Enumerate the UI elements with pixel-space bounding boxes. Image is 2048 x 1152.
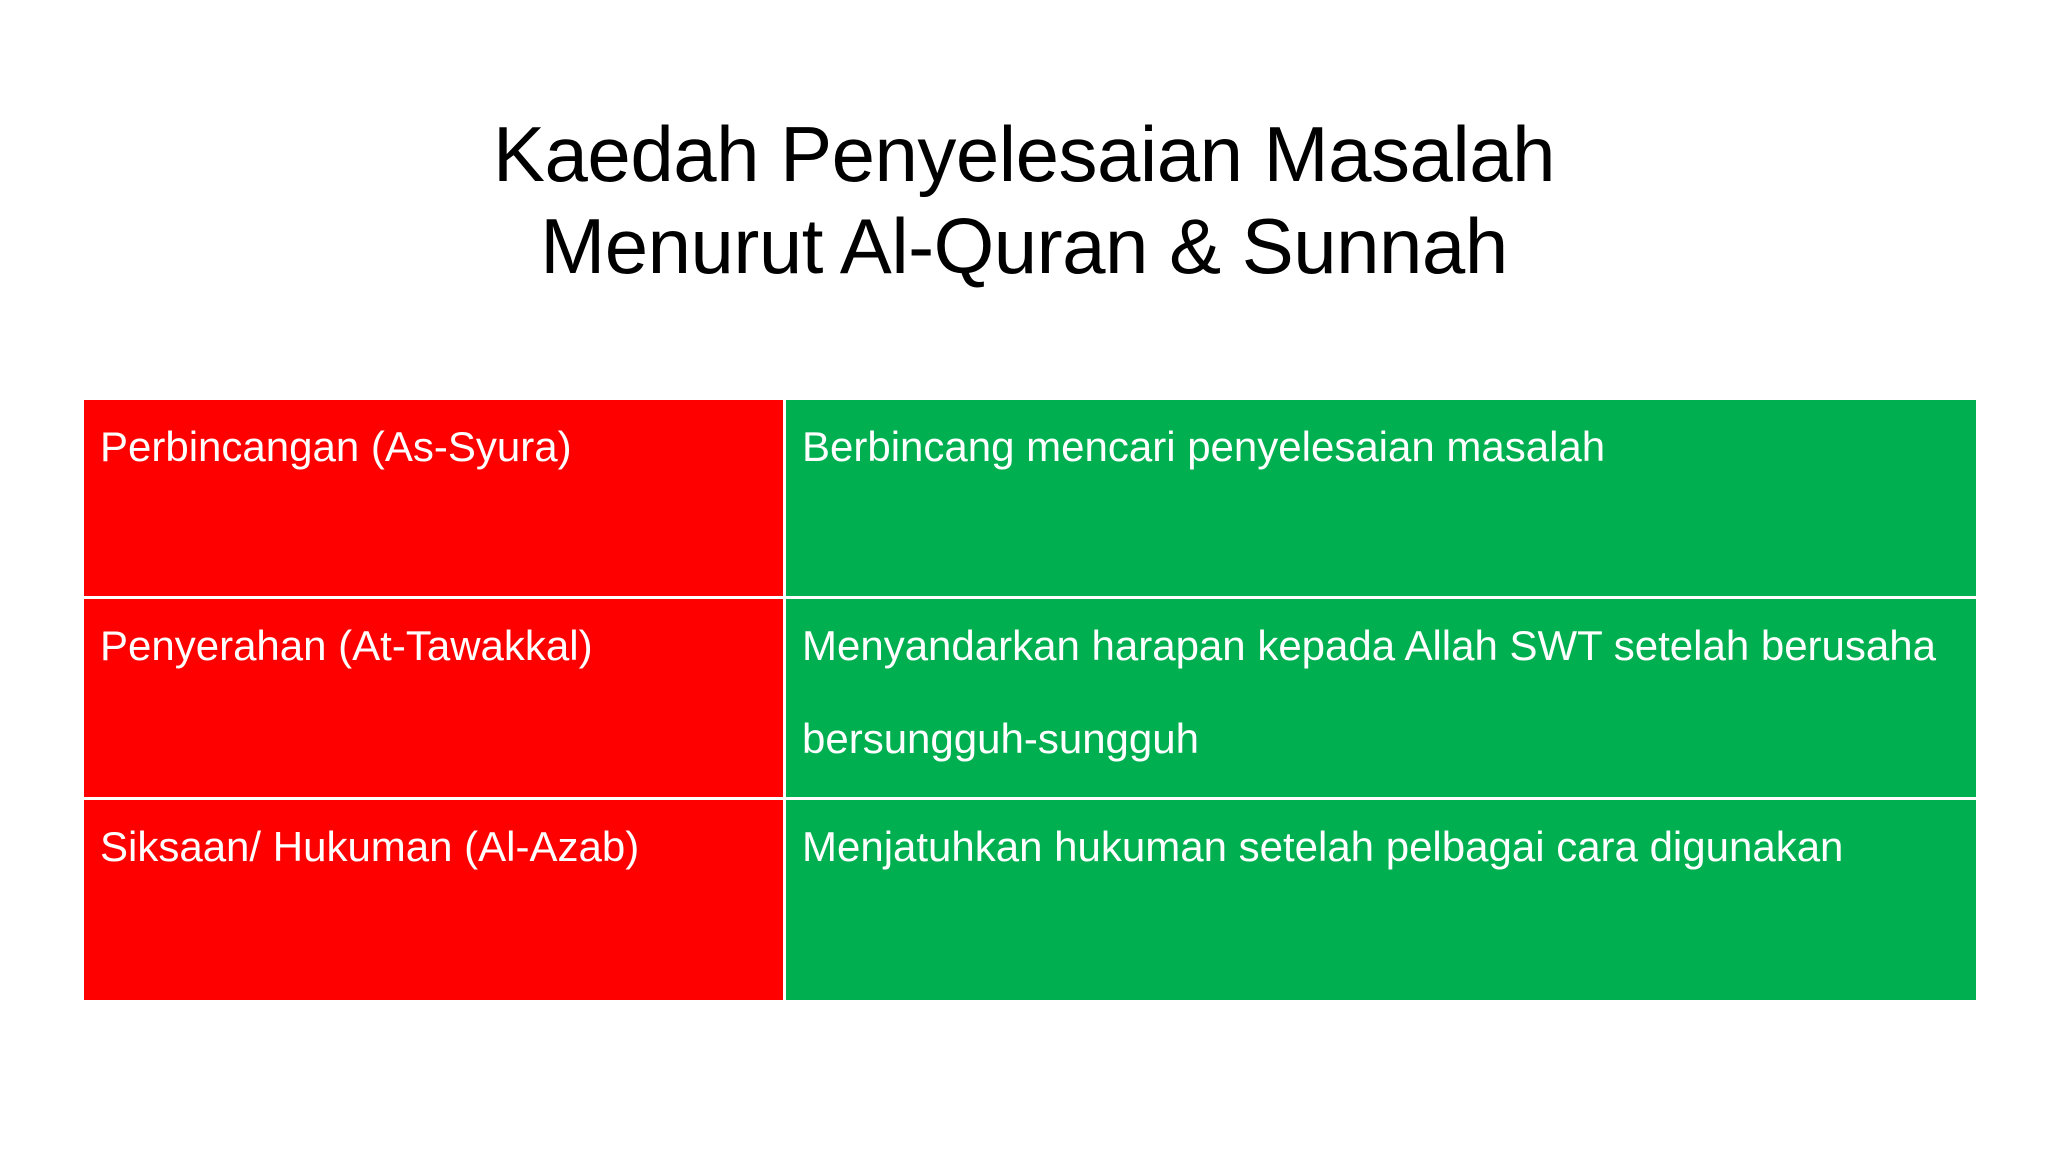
table-cell-description: Menjatuhkan hukuman setelah pelbagai cara digunakan (786, 800, 1976, 1000)
slide-title-line-2: Menurut Al-Quran & Sunnah (540, 202, 1508, 290)
slide-title (0, 108, 2048, 292)
table-cell-method: Siksaan/ Hukuman (Al-Azab) (84, 800, 786, 1000)
table-cell-method: Penyerahan (At-Tawakkal) (84, 599, 786, 800)
table-cell-description: Menyandarkan harapan kepada Allah SWT setelah berusaha bersungguh-sungguh (786, 599, 1976, 800)
table-cell-description: Berbincang mencari penyelesaian masalah (786, 400, 1976, 599)
slide-title-line-1: Kaedah Penyelesaian Masalah (493, 110, 1555, 198)
table-cell-method: Perbincangan (As-Syura) (84, 400, 786, 599)
methods-table (84, 400, 1976, 1000)
